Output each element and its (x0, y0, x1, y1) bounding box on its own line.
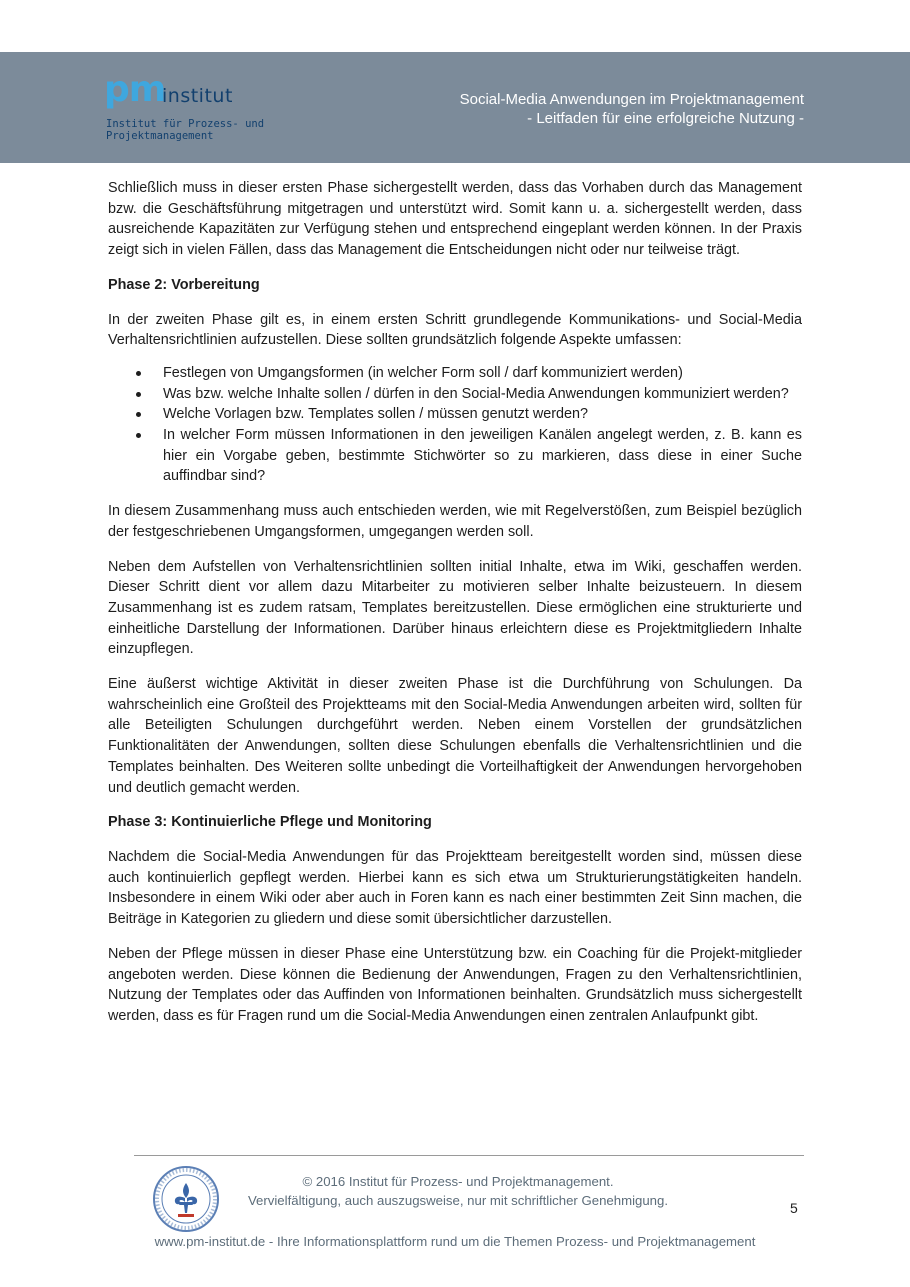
list-item: Was bzw. welche Inhalte sollen / dürfen in den Social-Media Anwendungen kommuniziert werden? (108, 384, 802, 405)
footer-copyright: © 2016 Institut für Prozess- und Projektmanagement. (302, 1174, 614, 1189)
paragraph: Schließlich muss in dieser ersten Phase sichergestellt werden, dass das Vorhaben durch das Management bzw. die Geschäftsführung mitgetragen und unterstützt wird. Somit kann u. a. sichergestellt werden, dass ausreichende Kapazitäten zur Verfügung stehen und entsprechend eingeplant werden können. In der Praxis zeigt sich in vielen Fällen, dass das Management die Entscheidungen nicht oder nur teilweise trägt. (108, 180, 802, 259)
paragraph: In diesem Zusammenhang muss auch entschieden werden, wie mit Regelverstößen, zum Beispiel bezüglich der festgeschriebenen Umgangsformen, umgegangen werden soll. (108, 503, 802, 540)
document-title-line1: Social-Media Anwendungen im Projektmanagement (459, 91, 804, 108)
aspects-list (108, 363, 802, 487)
footer-divider (134, 1155, 804, 1156)
logo-subtitle: Institut für Prozess- und Projektmanagement (106, 118, 265, 142)
document-title (460, 90, 804, 128)
paragraph: Neben dem Aufstellen von Verhaltensrichtlinien sollten initial Inhalte, etwa im Wiki, geschaffen werden. Dieser Schritt dient vor allem dazu Mitarbeiter zu motivieren selber Inhalte beizusteuern. In diesem Zusammenhang ist es zudem ratsam, Templates bereitzustellen. Diese ermöglichen eine strukturierte und einheitliche Darstellung der Informationen. Darüber hinaus erleichtern diese es Projektmitgliedern Inhalte einzupflegen. (108, 558, 802, 658)
logo-institut-text: institut (162, 85, 233, 107)
page-content (108, 178, 802, 1041)
document-title-line2: - Leitfaden für eine erfolgreiche Nutzung - (527, 110, 804, 127)
pm-institut-logo (104, 69, 274, 146)
list-item: Welche Vorlagen bzw. Templates sollen / müssen genutzt werden? (108, 404, 802, 425)
section-heading-phase-3: Phase 3: Kontinuierliche Pflege und Monitoring (108, 814, 432, 831)
logo-pm-text: pm (104, 69, 166, 110)
footer-url-line: www.pm-institut.de - Ihre Informationsplattform rund um die Themen Prozess- und Projektmanagement (154, 1234, 756, 1249)
paragraph: Neben der Pflege müssen in dieser Phase eine Unterstützung bzw. ein Coaching für die Projekt-mitglieder angeboten werden. Diese können die Bedienung der Anwendungen, Fragen zu den Verhaltensrichtlinien, Nutzung der Templates oder das Auffinden von Informationen beinhalten. Grundsätzlich muss sichergestellt werden, dass es für Fragen rund um die Social-Media Anwendungen einen zentralen Anlaufpunkt gibt. (108, 945, 802, 1024)
footer-notice: Vervielfältigung, auch auszugsweise, nur mit schriftlicher Genehmigung. (247, 1193, 669, 1208)
fleur-de-lis-seal-icon (152, 1165, 220, 1233)
section-heading-phase-2: Phase 2: Vorbereitung (108, 276, 260, 293)
paragraph: Nachdem die Social-Media Anwendungen für das Projektteam bereitgestellt worden sind, müssen diese auch kontinuierlich gepflegt werden. Hierbei kann es sich etwa um Strukturierungstätigkeiten handeln. Insbesondere in einem Wiki oder aber auch in Foren kann es nach einer bestimmten Zeit Sinn machen, die Beiträge in Kategorien zu gliedern und diese somit übersichtlicher darzustellen. (108, 848, 802, 928)
paragraph: In der zweiten Phase gilt es, in einem ersten Schritt grundlegende Kommunikations- und Social-Media Verhaltensrichtlinien aufzustellen. Diese sollten grundsätzlich folgende Aspekte umfassen: (108, 311, 802, 349)
page-number: 5 (790, 1200, 798, 1216)
page-header (0, 52, 910, 163)
paragraph: Eine äußerst wichtige Aktivität in dieser zweiten Phase ist die Durchführung von Schulungen. Da wahrscheinlich eine Großteil des Projektteams mit den Social-Media Anwendungen arbeiten wird, sollten für alle Beteiligten Schulungen durchgeführt werden. Neben einem Vorstellen der grundsätzlichen Funktionalitäten der Anwendungen, sollten diese Schulungen ebenfalls die Verhaltensrichtlinien und die Templates beinhalten. Des Weiteren sollte unbedingt die Vorteilhaftigkeit der Anwendungen hervorgehoben und deutlich gemacht werden. (108, 676, 802, 796)
footer-copyright-block (228, 1172, 688, 1210)
list-item: Festlegen von Umgangsformen (in welcher Form soll / darf kommuniziert werden) (108, 363, 802, 384)
list-item: In welcher Form müssen Informationen in den jeweiligen Kanälen angelegt werden, z. B. kann es hier ein Vorgabe geben, bestimmte Stichwörter so zu markieren, dass diese in einer Suche auffindbar sind? (108, 425, 802, 487)
